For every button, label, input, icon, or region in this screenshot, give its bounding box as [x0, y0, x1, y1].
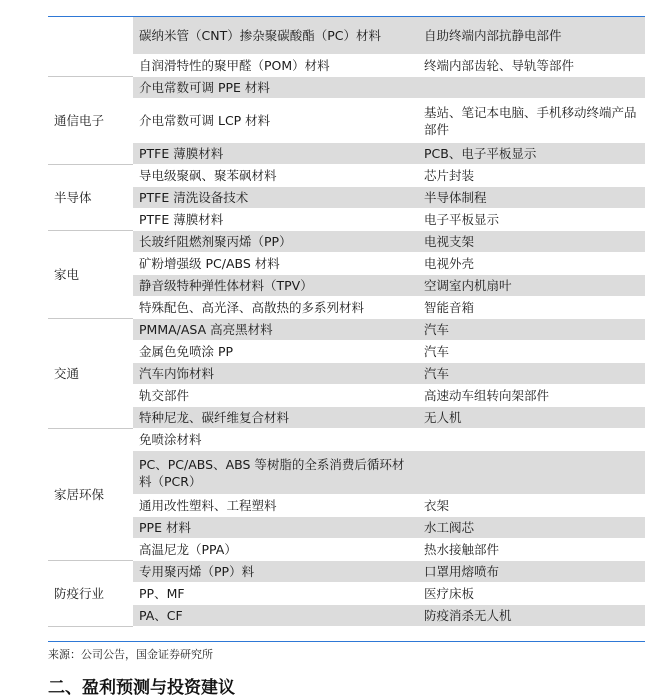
table-row [48, 275, 645, 297]
category-cell: 通信电子 [48, 77, 133, 165]
application-cell: 芯片封装 [418, 165, 645, 187]
table-row [48, 495, 645, 517]
table-row [48, 561, 645, 583]
material-cell: PMMA/ASA 高亮黑材料 [133, 319, 418, 341]
application-cell: 高速动车组转向架部件 [418, 385, 645, 407]
application-cell [418, 451, 645, 495]
table-row [48, 319, 645, 341]
material-cell: 自润滑特性的聚甲醛（POM）材料 [133, 55, 418, 77]
table-row [48, 187, 645, 209]
material-cell: PP、MF [133, 583, 418, 605]
application-cell: 电视支架 [418, 231, 645, 253]
material-cell: PPE 材料 [133, 517, 418, 539]
material-cell: PTFE 薄膜材料 [133, 209, 418, 231]
table-row [48, 583, 645, 605]
category-cell [48, 17, 133, 77]
application-cell: 水工阀芯 [418, 517, 645, 539]
next-section-heading: 二、盈利预测与投资建议 [48, 678, 235, 698]
table-row [48, 17, 645, 55]
application-cell: 空调室内机扇叶 [418, 275, 645, 297]
source-note: 来源：公司公告，国金证券研究所 [48, 648, 213, 661]
category-cell: 半导体 [48, 165, 133, 231]
category-cell: 交通 [48, 319, 133, 429]
table-row [48, 341, 645, 363]
table-bottom-rule [48, 641, 645, 642]
application-cell: 汽车 [418, 341, 645, 363]
material-cell: 碳纳米管（CNT）掺杂聚碳酸酯（PC）材料 [133, 17, 418, 55]
table-row [48, 517, 645, 539]
material-cell: 轨交部件 [133, 385, 418, 407]
table-row [48, 253, 645, 275]
material-cell: 特殊配色、高光泽、高散热的多系列材料 [133, 297, 418, 319]
application-cell: 热水接触部件 [418, 539, 645, 561]
application-cell: 半导体制程 [418, 187, 645, 209]
application-cell: 终端内部齿轮、导轨等部件 [418, 55, 645, 77]
application-cell [418, 429, 645, 451]
application-cell: 汽车 [418, 363, 645, 385]
application-cell: 无人机 [418, 407, 645, 429]
table-row [48, 539, 645, 561]
application-cell: 口罩用熔喷布 [418, 561, 645, 583]
table-row [48, 209, 645, 231]
material-cell: 介电常数可调 LCP 材料 [133, 99, 418, 143]
table-row [48, 451, 645, 495]
application-cell: 基站、笔记本电脑、手机移动终端产品部件 [418, 99, 645, 143]
category-cell: 家电 [48, 231, 133, 319]
table-row [48, 363, 645, 385]
material-cell: 免喷涂材料 [133, 429, 418, 451]
table-row [48, 605, 645, 627]
application-cell: 防疫消杀无人机 [418, 605, 645, 627]
application-cell: 衣架 [418, 495, 645, 517]
application-cell: 自助终端内部抗静电部件 [418, 17, 645, 55]
material-cell: 专用聚丙烯（PP）料 [133, 561, 418, 583]
application-cell: 电子平板显示 [418, 209, 645, 231]
material-cell: 介电常数可调 PPE 材料 [133, 77, 418, 99]
category-cell: 家居环保 [48, 429, 133, 561]
materials-application-table [48, 16, 645, 627]
application-cell: PCB、电子平板显示 [418, 143, 645, 165]
application-cell [418, 77, 645, 99]
material-cell: 金属色免喷涂 PP [133, 341, 418, 363]
material-cell: 高温尼龙（PPA） [133, 539, 418, 561]
table-row [48, 429, 645, 451]
table-row [48, 165, 645, 187]
material-cell: 导电级聚砜、聚苯砜材料 [133, 165, 418, 187]
table-row [48, 297, 645, 319]
material-cell: PTFE 薄膜材料 [133, 143, 418, 165]
material-cell: PA、CF [133, 605, 418, 627]
material-cell: 静音级特种弹性体材料（TPV） [133, 275, 418, 297]
material-cell: 汽车内饰材料 [133, 363, 418, 385]
category-cell: 防疫行业 [48, 561, 133, 627]
material-cell: PTFE 清洗设备技术 [133, 187, 418, 209]
table-row [48, 385, 645, 407]
material-cell: 矿粉增强级 PC/ABS 材料 [133, 253, 418, 275]
material-cell: 长玻纤阻燃剂聚丙烯（PP） [133, 231, 418, 253]
application-cell: 电视外壳 [418, 253, 645, 275]
material-cell: 特种尼龙、碳纤维复合材料 [133, 407, 418, 429]
application-cell: 智能音箱 [418, 297, 645, 319]
table-row [48, 99, 645, 143]
table-row [48, 77, 645, 99]
material-cell: 通用改性塑料、工程塑料 [133, 495, 418, 517]
table-row [48, 231, 645, 253]
table-row [48, 143, 645, 165]
application-cell: 医疗床板 [418, 583, 645, 605]
material-cell: PC、PC/ABS、ABS 等树脂的全系消费后循环材料（PCR） [133, 451, 418, 495]
table-row [48, 55, 645, 77]
table-row [48, 407, 645, 429]
application-cell: 汽车 [418, 319, 645, 341]
